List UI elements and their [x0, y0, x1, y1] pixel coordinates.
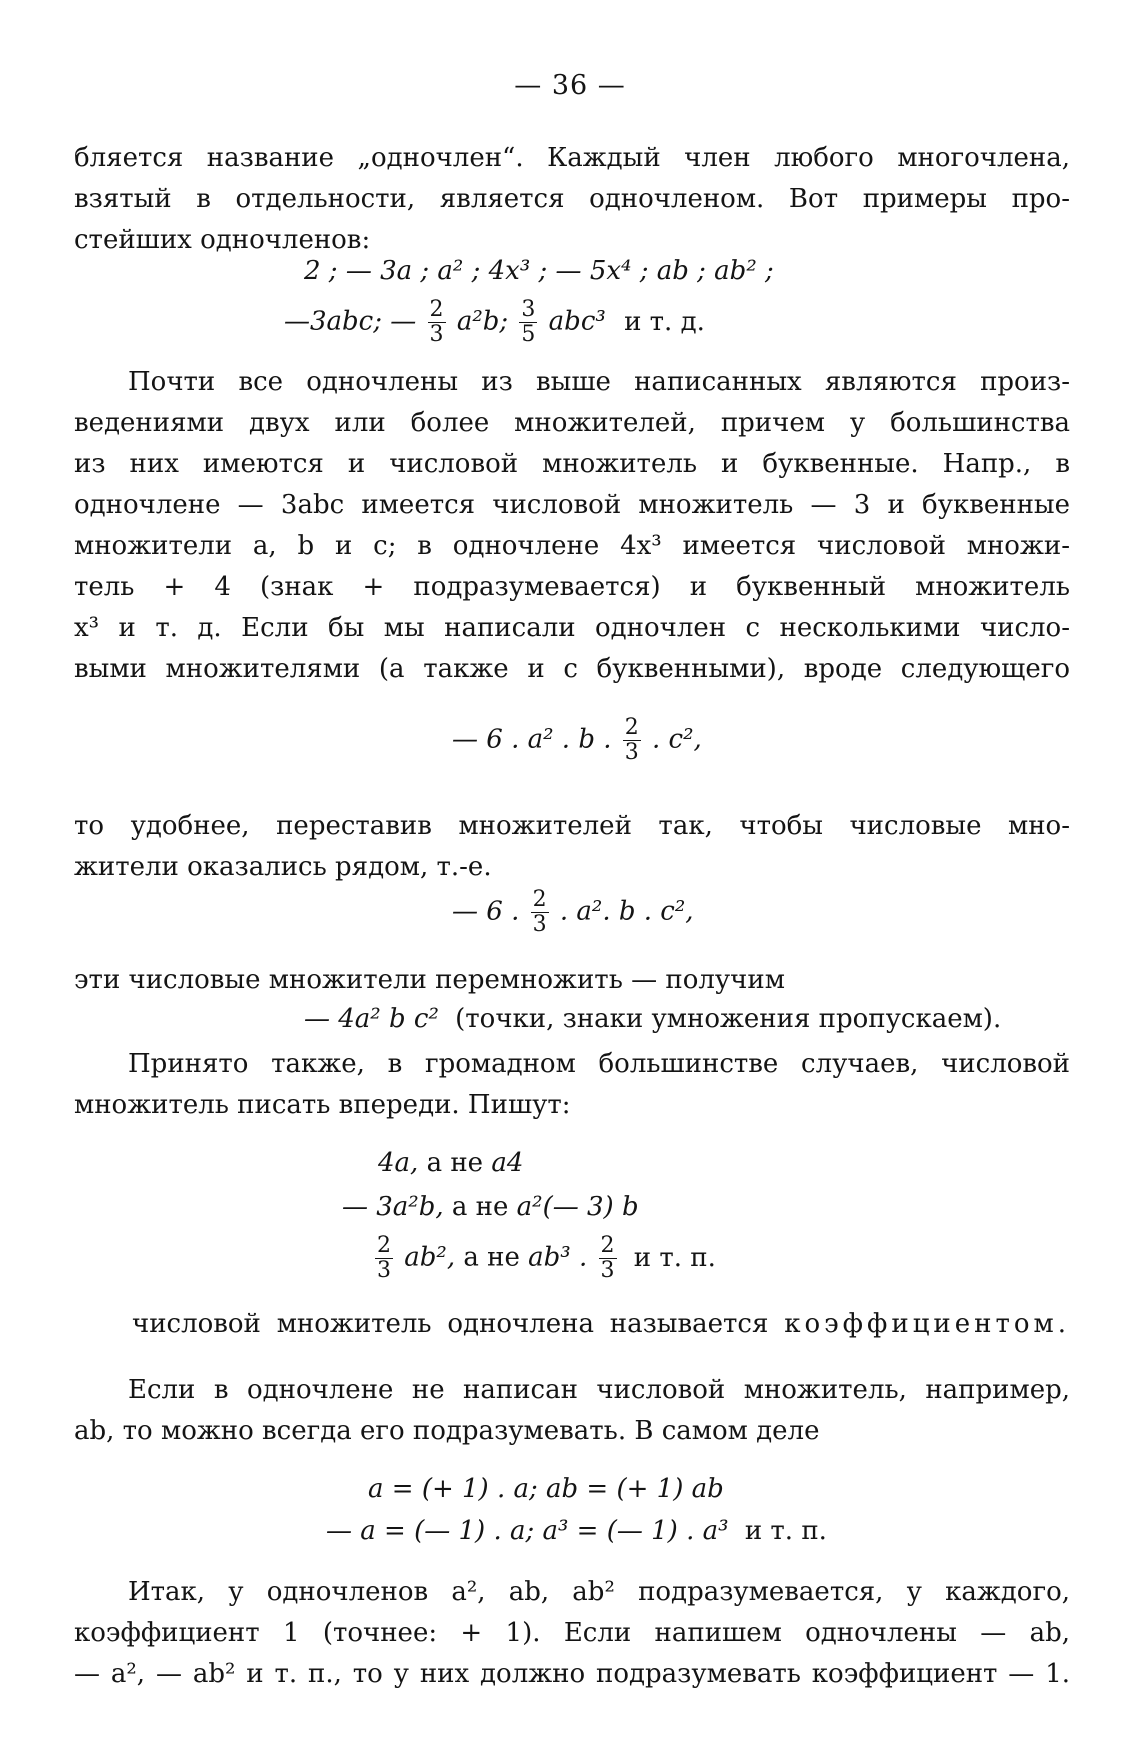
fraction — [599, 1234, 617, 1283]
formula-part: ab², — [404, 1242, 456, 1273]
formula-part: — 6 . — [452, 896, 520, 927]
formula-text: а не — [463, 1242, 520, 1273]
denominator: 3 — [429, 322, 444, 347]
text-line: то удобнее, переставив множителей так, чтобы числовые мно- — [74, 811, 1070, 841]
text-line: взятый в отдельности, является одночленом. Вот примеры про- — [74, 184, 1070, 214]
denominator: 3 — [624, 740, 639, 765]
text-line: одночлене — 3abc имеется числовой множитель — 3 и буквенные — [74, 490, 1070, 520]
text-line — [132, 1304, 1070, 1345]
formula-part: — 3a²b, — [342, 1192, 444, 1222]
text-line: коэффициент 1 (точнее: + 1). Если напишем одночлены — ab, — [74, 1618, 1070, 1648]
text-line: Если в одночлене не написан числовой множитель, например, — [128, 1375, 1070, 1405]
denominator: 5 — [521, 322, 536, 347]
page-number: — 36 — — [514, 70, 626, 101]
formula-text: и т. п. — [744, 1516, 827, 1546]
formula-part: —3abc; — — [284, 306, 417, 337]
numerator: 3 — [521, 297, 536, 322]
paragraph-rearrange — [74, 806, 1070, 888]
paragraph-intro — [74, 138, 1070, 261]
formula-product-example — [452, 716, 702, 765]
text-line: Почти все одночлены из выше написанных являются произ- — [128, 367, 1070, 397]
text-line: жители оказались рядом, т.-е. — [74, 852, 492, 882]
numerator: 2 — [377, 1233, 391, 1258]
fraction — [623, 716, 641, 765]
fraction — [531, 888, 549, 937]
formula-example-3 — [372, 1234, 716, 1283]
formula-part: a²b; — [456, 306, 509, 337]
text-line: — a², — ab² и т. п., то у них должно подразумевать коэффициент — 1. — [74, 1659, 1070, 1689]
denominator: 3 — [377, 1258, 391, 1283]
paragraph-definition — [132, 1304, 1070, 1345]
text-line: эти числовые множители перемножить — получим — [74, 965, 785, 995]
formula-rearranged — [452, 888, 694, 937]
formula-part: — 4a² b c² — [304, 1004, 439, 1034]
formula-part: 4a, — [378, 1148, 419, 1178]
text-line: ab, то можно всегда его подразумевать. В самом деле — [74, 1416, 820, 1446]
numerator: 2 — [600, 1233, 615, 1258]
numerator: 2 — [624, 715, 639, 740]
formula-part: a²(— 3) b — [516, 1192, 639, 1222]
text-line: x³ и т. д. Если бы мы написали одночлен с несколькими число- — [74, 613, 1070, 643]
text-line: Итак, у одночленов a², ab, ab² подразумевается, у каждого, — [128, 1577, 1070, 1607]
paragraph-multiply — [74, 960, 1070, 1001]
formula-monomials-2 — [284, 298, 705, 347]
formula-example-2 — [342, 1192, 639, 1222]
formula-text: а не — [426, 1148, 484, 1178]
numerator: 2 — [429, 297, 444, 322]
fraction — [375, 1234, 393, 1283]
formula-part: — a = (— 1) . a; a³ = (— 1) . a³ — [326, 1516, 729, 1546]
formula-identity-1: a = (+ 1) . a; ab = (+ 1) ab — [368, 1474, 724, 1504]
text-line: стейших одночленов: — [74, 225, 371, 255]
text-line: тель + 4 (знак + подразумевается) и буквенный множитель — [74, 572, 1070, 602]
formula-part: . a². b . c², — [559, 896, 694, 927]
text-line: множитель писать впереди. Пишут: — [74, 1090, 571, 1120]
formula-result — [304, 1004, 1001, 1034]
formula-text: (точки, знаки умножения пропускаем). — [455, 1004, 1002, 1034]
paragraph-products — [74, 362, 1070, 690]
paragraph-implied — [74, 1370, 1070, 1452]
paragraph-conclusion — [74, 1572, 1070, 1695]
text-line: Принято также, в громадном большинстве случаев, числовой — [128, 1049, 1070, 1079]
formula-part: a4 — [491, 1148, 524, 1178]
denominator: 3 — [532, 912, 547, 937]
formula-identity-2 — [326, 1516, 827, 1546]
text-line: выми множителями (а также и с буквенными), вроде следующего — [74, 654, 1070, 684]
formula-text: и т. п. — [633, 1242, 716, 1273]
text-line: ведениями двух или более множителей, причем у большинства — [74, 408, 1070, 438]
text-line: бляется название „одночлен“. Каждый член любого многочлена, — [74, 143, 1070, 173]
paragraph-convention — [74, 1044, 1070, 1126]
term-coefficient: коэффициентом. — [784, 1309, 1070, 1339]
formula-part: abc³ — [548, 306, 606, 337]
text-line: из них имеются и числовой множитель и буквенные. Напр., в — [74, 449, 1070, 479]
formula-part: ab³ . — [528, 1242, 588, 1273]
numerator: 2 — [532, 887, 547, 912]
formula-part: . c², — [652, 724, 702, 755]
formula-text: а не — [451, 1192, 509, 1222]
formula-monomials-1: 2 ; — 3a ; a² ; 4x³ ; — 5x⁴ ; ab ; ab² ; — [304, 256, 774, 286]
fraction — [428, 298, 446, 347]
formula-part: — 6 . a² . b . — [452, 724, 612, 755]
denominator: 3 — [600, 1258, 615, 1283]
definition-text: числовой множитель одночлена называется — [132, 1309, 769, 1339]
formula-example-1 — [378, 1148, 523, 1178]
fraction — [519, 298, 537, 347]
text-line: множители a, b и c; в одночлене 4x³ имеется числовой множи- — [74, 531, 1070, 561]
formula-text: и т. д. — [624, 306, 705, 337]
